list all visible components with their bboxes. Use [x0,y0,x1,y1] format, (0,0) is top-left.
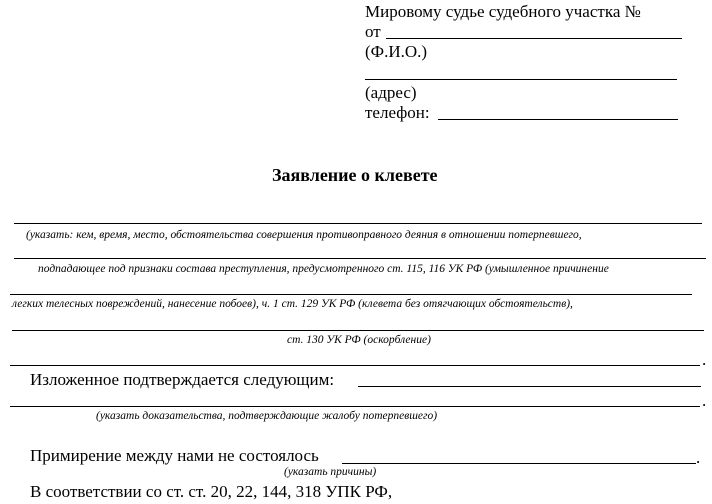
evidence-field-line [358,386,701,387]
from-field-line [386,38,682,39]
fio-label: (Ф.И.О.) [365,42,428,61]
circumstances-line-2 [14,258,706,259]
circumstances-line-1 [14,223,702,224]
circumstances-line-4 [12,330,704,331]
phone-label: телефон: [365,103,430,122]
address-label: (адрес) [365,83,417,102]
document-title: Заявление о клевете [272,165,438,185]
legal-basis-text: В соответствии со ст. ст. 20, 22, 144, 318 УПК РФ, [30,482,393,501]
line-end-dot-2: . [702,391,707,410]
circumstances-line-3 [10,294,692,295]
circumstances-hint-3: легких телесных повреждений, нанесение побоев), ч. 1 ст. 129 УК РФ (клевета без отягчающих обстоятельств), [12,298,573,310]
from-label: от [365,22,381,41]
line-end-dot-1: . [702,350,707,369]
evidence-line-2 [10,406,700,407]
circumstances-hint-2: подпадающее под признаки состава преступления, предусмотренного ст. 115, 116 УК РФ (умышленное причинение [38,263,609,275]
circumstances-hint-1: (указать: кем, время, место, обстоятельства совершения противоправного деяния в отношении потерпевшего, [26,229,582,241]
line-end-dot-3: . [696,448,701,467]
addressee-line: Мировому судье судебного участка № [365,2,641,21]
circumstances-hint-4: ст. 130 УК РФ (оскорбление) [287,334,431,346]
address-field-line [365,79,677,80]
evidence-hint: (указать доказательства, подтверждающие жалобу потерпевшего) [96,410,438,422]
phone-field-line [438,119,678,120]
reconciliation-label: Примирение между нами не состоялось [30,446,319,465]
reason-hint: (указать причины) [284,466,377,478]
reconciliation-field-line [342,463,696,464]
confirmed-label: Изложенное подтверждается следующим: [30,370,335,389]
circumstances-line-5 [10,365,700,366]
